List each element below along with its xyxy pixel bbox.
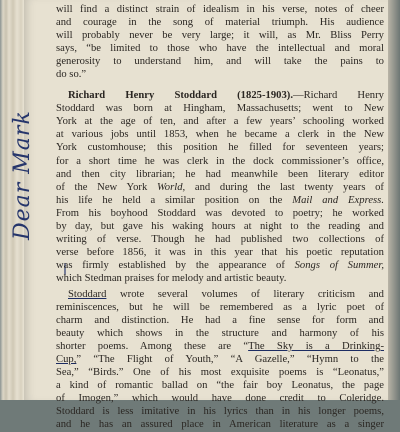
text-fragment: his life he held a similar position on the (56, 194, 293, 206)
italic-title: World, (156, 181, 186, 193)
text-fragment: of the New York (56, 181, 157, 193)
text-line: verse before 1856, it was in this year that his poetic reputation (56, 246, 384, 258)
entry-heading-rest: —Richard Henry (292, 90, 384, 102)
text-line: charm and distinction. He had a fine sense for form and (56, 315, 384, 327)
text-line: a kind of romantic ballad on “the fair boy Leonatus, the page (56, 380, 384, 392)
text-line (56, 353, 384, 366)
text-line: at various jobs until 1853, when he became a clerk in the New (56, 129, 384, 141)
text-fragment: shorter poems. Among these are “ (56, 341, 249, 353)
text-line: do so.” (56, 69, 87, 81)
italic-title: Songs of Summer, (294, 259, 384, 271)
page-edge-shadow (388, 0, 400, 400)
text-line: generosity to understand him, and will take the pains to (56, 56, 384, 68)
text-line (56, 288, 384, 301)
text-fragment: and during the last twenty years of (185, 181, 384, 193)
text-line: Sea,” “Birds.” One of his most exquisite poems is “Leonatus,” (56, 367, 384, 379)
text-line: reminiscences, but he will be remembered as a lyric poet of (56, 302, 384, 314)
italic-title: Mail and Express. (292, 194, 384, 206)
text-line: says, “be limited to those who have the intellectual and moral (56, 43, 384, 55)
entry-heading: Richard Henry Stoddard (1825-1903). (68, 90, 293, 102)
underlined-text: Cup, (56, 354, 77, 366)
text-line: writing of verse. Though he had published two collections of (56, 233, 384, 245)
text-line: York customhouse; this position he filled for seventeen years; (56, 142, 384, 154)
underlined-text: Stoddard (68, 288, 107, 300)
handwritten-margin-note: Dear Mark (10, 110, 35, 240)
text-line: York at the age of ten, and after a few years’ schooling worked (56, 116, 384, 128)
text-fragment: ” “The Flight of Youth,” “A Gazelle,” “Hymn to the (76, 354, 384, 366)
text-line (56, 181, 384, 194)
text-line: and he has an assured place in American literature as a singer (56, 419, 384, 431)
text-fragment: was firmly established by the appearance of (56, 259, 295, 271)
text-line: From his boyhood Stoddard was devoted to poetry; he worked (56, 207, 384, 219)
text-line: and courage in the song of material triumph. His audience (56, 17, 384, 29)
text-fragment: wrote several volumes of literary criticism and (106, 288, 384, 300)
text-line (56, 194, 384, 207)
text-line: beauty which shows in the structure and harmony of his (56, 328, 384, 340)
entry-heading-line (56, 89, 384, 102)
text-line: Stoddard was born at Hingham, Massachusetts; went to New (56, 103, 384, 115)
text-line: of Imogen,” which would have done credit to Coleridge. (56, 393, 384, 405)
page-body-text (56, 0, 384, 432)
text-line: will find a distinct strain of idealism in his verse, notes of cheer (56, 4, 384, 15)
text-line: by day, but gave his waking hours at night to the reading and (56, 220, 384, 232)
text-line: which Stedman praises for melody and artistic beauty. (56, 272, 287, 284)
text-line (56, 259, 384, 272)
underlined-text: The Sky is a Drinking- (248, 341, 384, 353)
text-line: will probably never be very large; it will, as Mr. Bliss Perry (56, 30, 384, 42)
text-line (56, 340, 384, 353)
text-line: for a short time he was clerk in the dock commissioner’s office, (56, 155, 384, 167)
text-line: Stoddard is less imitative in his lyrics than in his longer poems, (56, 406, 384, 418)
text-line: and then city librarian; he had meanwhile been literary editor (56, 168, 384, 180)
